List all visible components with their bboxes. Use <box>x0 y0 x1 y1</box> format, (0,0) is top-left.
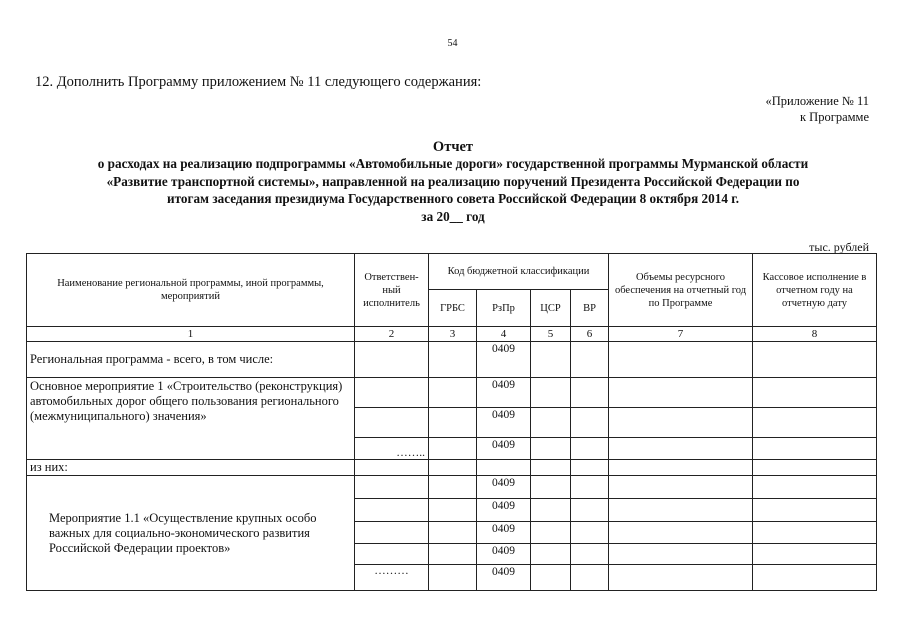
code-cell: 0409 <box>477 438 531 460</box>
header-csr: ЦСР <box>531 290 571 327</box>
cell <box>531 460 571 476</box>
cell <box>753 408 877 438</box>
amendment-paragraph: 12. Дополнить Программу приложением № 11 следующего содержания: <box>35 74 482 90</box>
column-number-row <box>27 327 877 342</box>
cell <box>753 476 877 499</box>
cell <box>531 378 571 408</box>
cell <box>355 342 429 378</box>
cell <box>429 378 477 408</box>
code-cell: 0409 <box>477 544 531 565</box>
code-cell: 0409 <box>477 378 531 408</box>
header-cash-execution: Кассовое исполнение в отчетном году на отчетную дату <box>753 254 877 327</box>
cell <box>753 565 877 591</box>
table-row <box>27 460 877 476</box>
cell <box>753 342 877 378</box>
cell <box>531 544 571 565</box>
cell <box>753 460 877 476</box>
row-of-them: из них: <box>27 460 355 476</box>
appendix-line-2: к Программе <box>799 110 869 124</box>
dots-cell: ……… <box>355 565 429 591</box>
cell <box>429 476 477 499</box>
cell <box>429 499 477 522</box>
cell <box>429 460 477 476</box>
table-row <box>27 476 877 499</box>
code-cell: 0409 <box>477 476 531 499</box>
cell <box>531 408 571 438</box>
cell <box>571 408 609 438</box>
cell <box>609 378 753 408</box>
cell <box>531 565 571 591</box>
report-subtitle-line-2: «Развитие транспортной системы», направленной на реализацию поручений Президента Российской Федерации по <box>106 173 800 189</box>
cell <box>355 408 429 438</box>
report-title: Отчет <box>432 139 474 155</box>
cell <box>609 476 753 499</box>
col-number: 1 <box>27 327 355 342</box>
code-cell: 0409 <box>477 522 531 544</box>
cell <box>571 565 609 591</box>
col-number: 7 <box>609 327 753 342</box>
cell <box>609 522 753 544</box>
report-subtitle-line-1: о расходах на реализацию подпрограммы «Автомобильные дороги» государственной программы Мурманской области <box>97 156 809 171</box>
appendix-label <box>765 93 869 125</box>
cell <box>609 565 753 591</box>
report-subtitle <box>20 155 886 225</box>
cell <box>753 544 877 565</box>
dots-cell: …….. <box>355 438 429 460</box>
header-vr: ВР <box>571 290 609 327</box>
cell <box>429 522 477 544</box>
cell <box>571 378 609 408</box>
cell <box>753 378 877 408</box>
cell <box>531 522 571 544</box>
cell <box>609 499 753 522</box>
header-name: Наименование региональной программы, иной программы, мероприятий <box>27 254 355 327</box>
row-event-1-1: Мероприятие 1.1 «Осуществление крупных особо важных для социально-экономического развития Российской Федерации проектов» <box>27 476 355 591</box>
cell <box>429 408 477 438</box>
cell <box>571 544 609 565</box>
cell <box>753 499 877 522</box>
col-number: 5 <box>531 327 571 342</box>
cell <box>609 544 753 565</box>
cell <box>429 342 477 378</box>
table-row <box>27 342 877 378</box>
report-table <box>26 253 877 591</box>
row-regional-program: Региональная программа - всего, в том числе: <box>27 342 355 378</box>
cell <box>753 522 877 544</box>
cell <box>355 476 429 499</box>
header-volumes: Объемы ресурсного обеспечения на отчетный год по Программе <box>609 254 753 327</box>
report-subtitle-line-4: за 20__ год <box>421 208 485 224</box>
code-cell: 0409 <box>477 499 531 522</box>
cell <box>609 342 753 378</box>
code-cell: 0409 <box>477 342 531 378</box>
header-executor: Ответствен-ный исполнитель <box>355 254 429 327</box>
cell <box>571 522 609 544</box>
cell <box>609 438 753 460</box>
report-subtitle-line-3: итогам заседания президиума Государственного совета Российской Федерации 8 октября 2014 г. <box>166 191 739 206</box>
cell <box>429 438 477 460</box>
cell <box>355 522 429 544</box>
cell <box>429 544 477 565</box>
code-cell: 0409 <box>477 408 531 438</box>
cell <box>609 408 753 438</box>
appendix-line-1: «Приложение № 11 <box>765 94 869 108</box>
table-row <box>27 378 877 408</box>
cell <box>531 438 571 460</box>
header-rzpr: РзПр <box>477 290 531 327</box>
cell <box>571 476 609 499</box>
cell <box>477 460 531 476</box>
col-number: 2 <box>355 327 429 342</box>
units-label: тыс. рублей <box>809 240 869 254</box>
page-number: 54 <box>447 38 458 49</box>
cell <box>531 476 571 499</box>
cell <box>355 499 429 522</box>
cell <box>429 565 477 591</box>
cell <box>571 499 609 522</box>
cell <box>571 460 609 476</box>
header-grbs: ГРБС <box>429 290 477 327</box>
col-number: 3 <box>429 327 477 342</box>
col-number: 4 <box>477 327 531 342</box>
cell <box>571 438 609 460</box>
cell <box>355 378 429 408</box>
cell <box>609 460 753 476</box>
header-budget-classification: Код бюджетной классификации <box>429 254 609 290</box>
cell <box>355 544 429 565</box>
row-main-event: Основное мероприятие 1 «Строительство (реконструкция) автомобильных дорог общего пользования регионального (межмуниципального) значения» <box>27 378 355 460</box>
cell <box>531 499 571 522</box>
col-number: 6 <box>571 327 609 342</box>
cell <box>753 438 877 460</box>
col-number: 8 <box>753 327 877 342</box>
cell <box>571 342 609 378</box>
cell <box>531 342 571 378</box>
code-cell: 0409 <box>477 565 531 591</box>
cell <box>355 460 429 476</box>
